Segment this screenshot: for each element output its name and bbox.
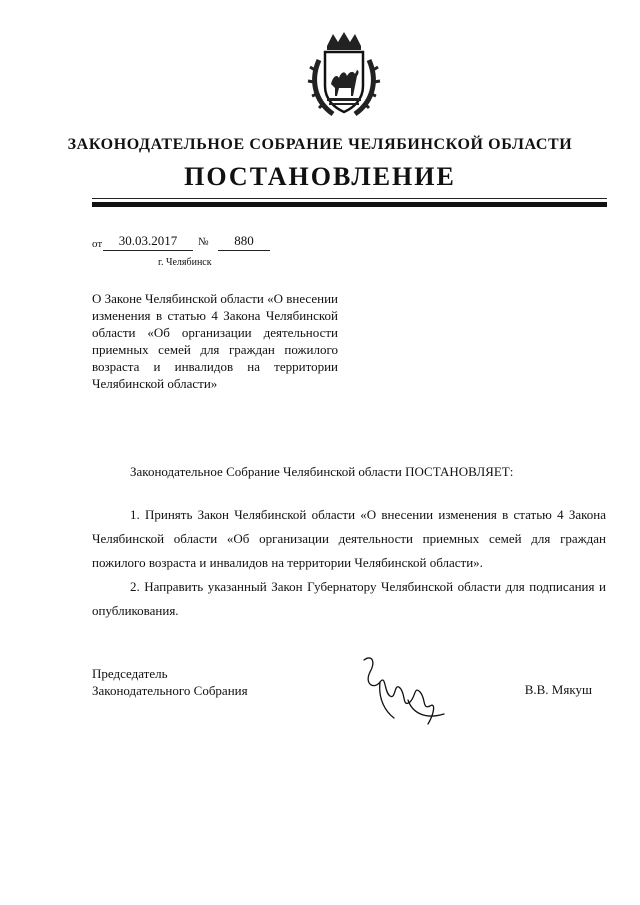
header-divider-thick [92, 202, 607, 207]
signatory-title [92, 665, 248, 699]
coat-of-arms-icon [305, 30, 383, 120]
document-city: г. Челябинск [158, 257, 212, 268]
preamble: Законодательное Собрание Челябинской области ПОСТАНОВЛЯЕТ: [130, 464, 514, 479]
organization-name: ЗАКОНОДАТЕЛЬНОЕ СОБРАНИЕ ЧЕЛЯБИНСКОЙ ОБЛАСТИ [67, 136, 573, 153]
number-label: № [198, 236, 209, 248]
document-type-title: ПОСТАНОВЛЕНИЕ [184, 162, 456, 191]
document-date: 30.03.2017 [103, 233, 193, 251]
header-divider-thin [92, 198, 607, 199]
signatory-title-line1: Председатель [92, 666, 168, 681]
resolution-item-2: 2. Направить указанный Закон Губернатору Челябинской области для подписания и опубликования. [92, 579, 606, 618]
resolution-item-1: 1. Принять Закон Челябинской области «О внесении изменения в статью 4 Закона Челябинской области «Об организации деятельности приемных семей для граждан пожилого возраста и инвалидов на территории Челябинской области». [92, 507, 606, 570]
date-label: от [92, 238, 103, 250]
signatory-name: В.В. Мякуш [524, 682, 592, 697]
document-number: 880 [218, 233, 270, 251]
document-subject: О Законе Челябинской области «О внесении изменения в статью 4 Закона Челябинской области «Об организации деятельности приемных семей для граждан пожилого возраста и инвалидов на территории Челябинской области» [92, 291, 339, 391]
signatory-title-line2: Законодательного Собрания [92, 683, 248, 698]
handwritten-signature-icon [350, 652, 458, 732]
